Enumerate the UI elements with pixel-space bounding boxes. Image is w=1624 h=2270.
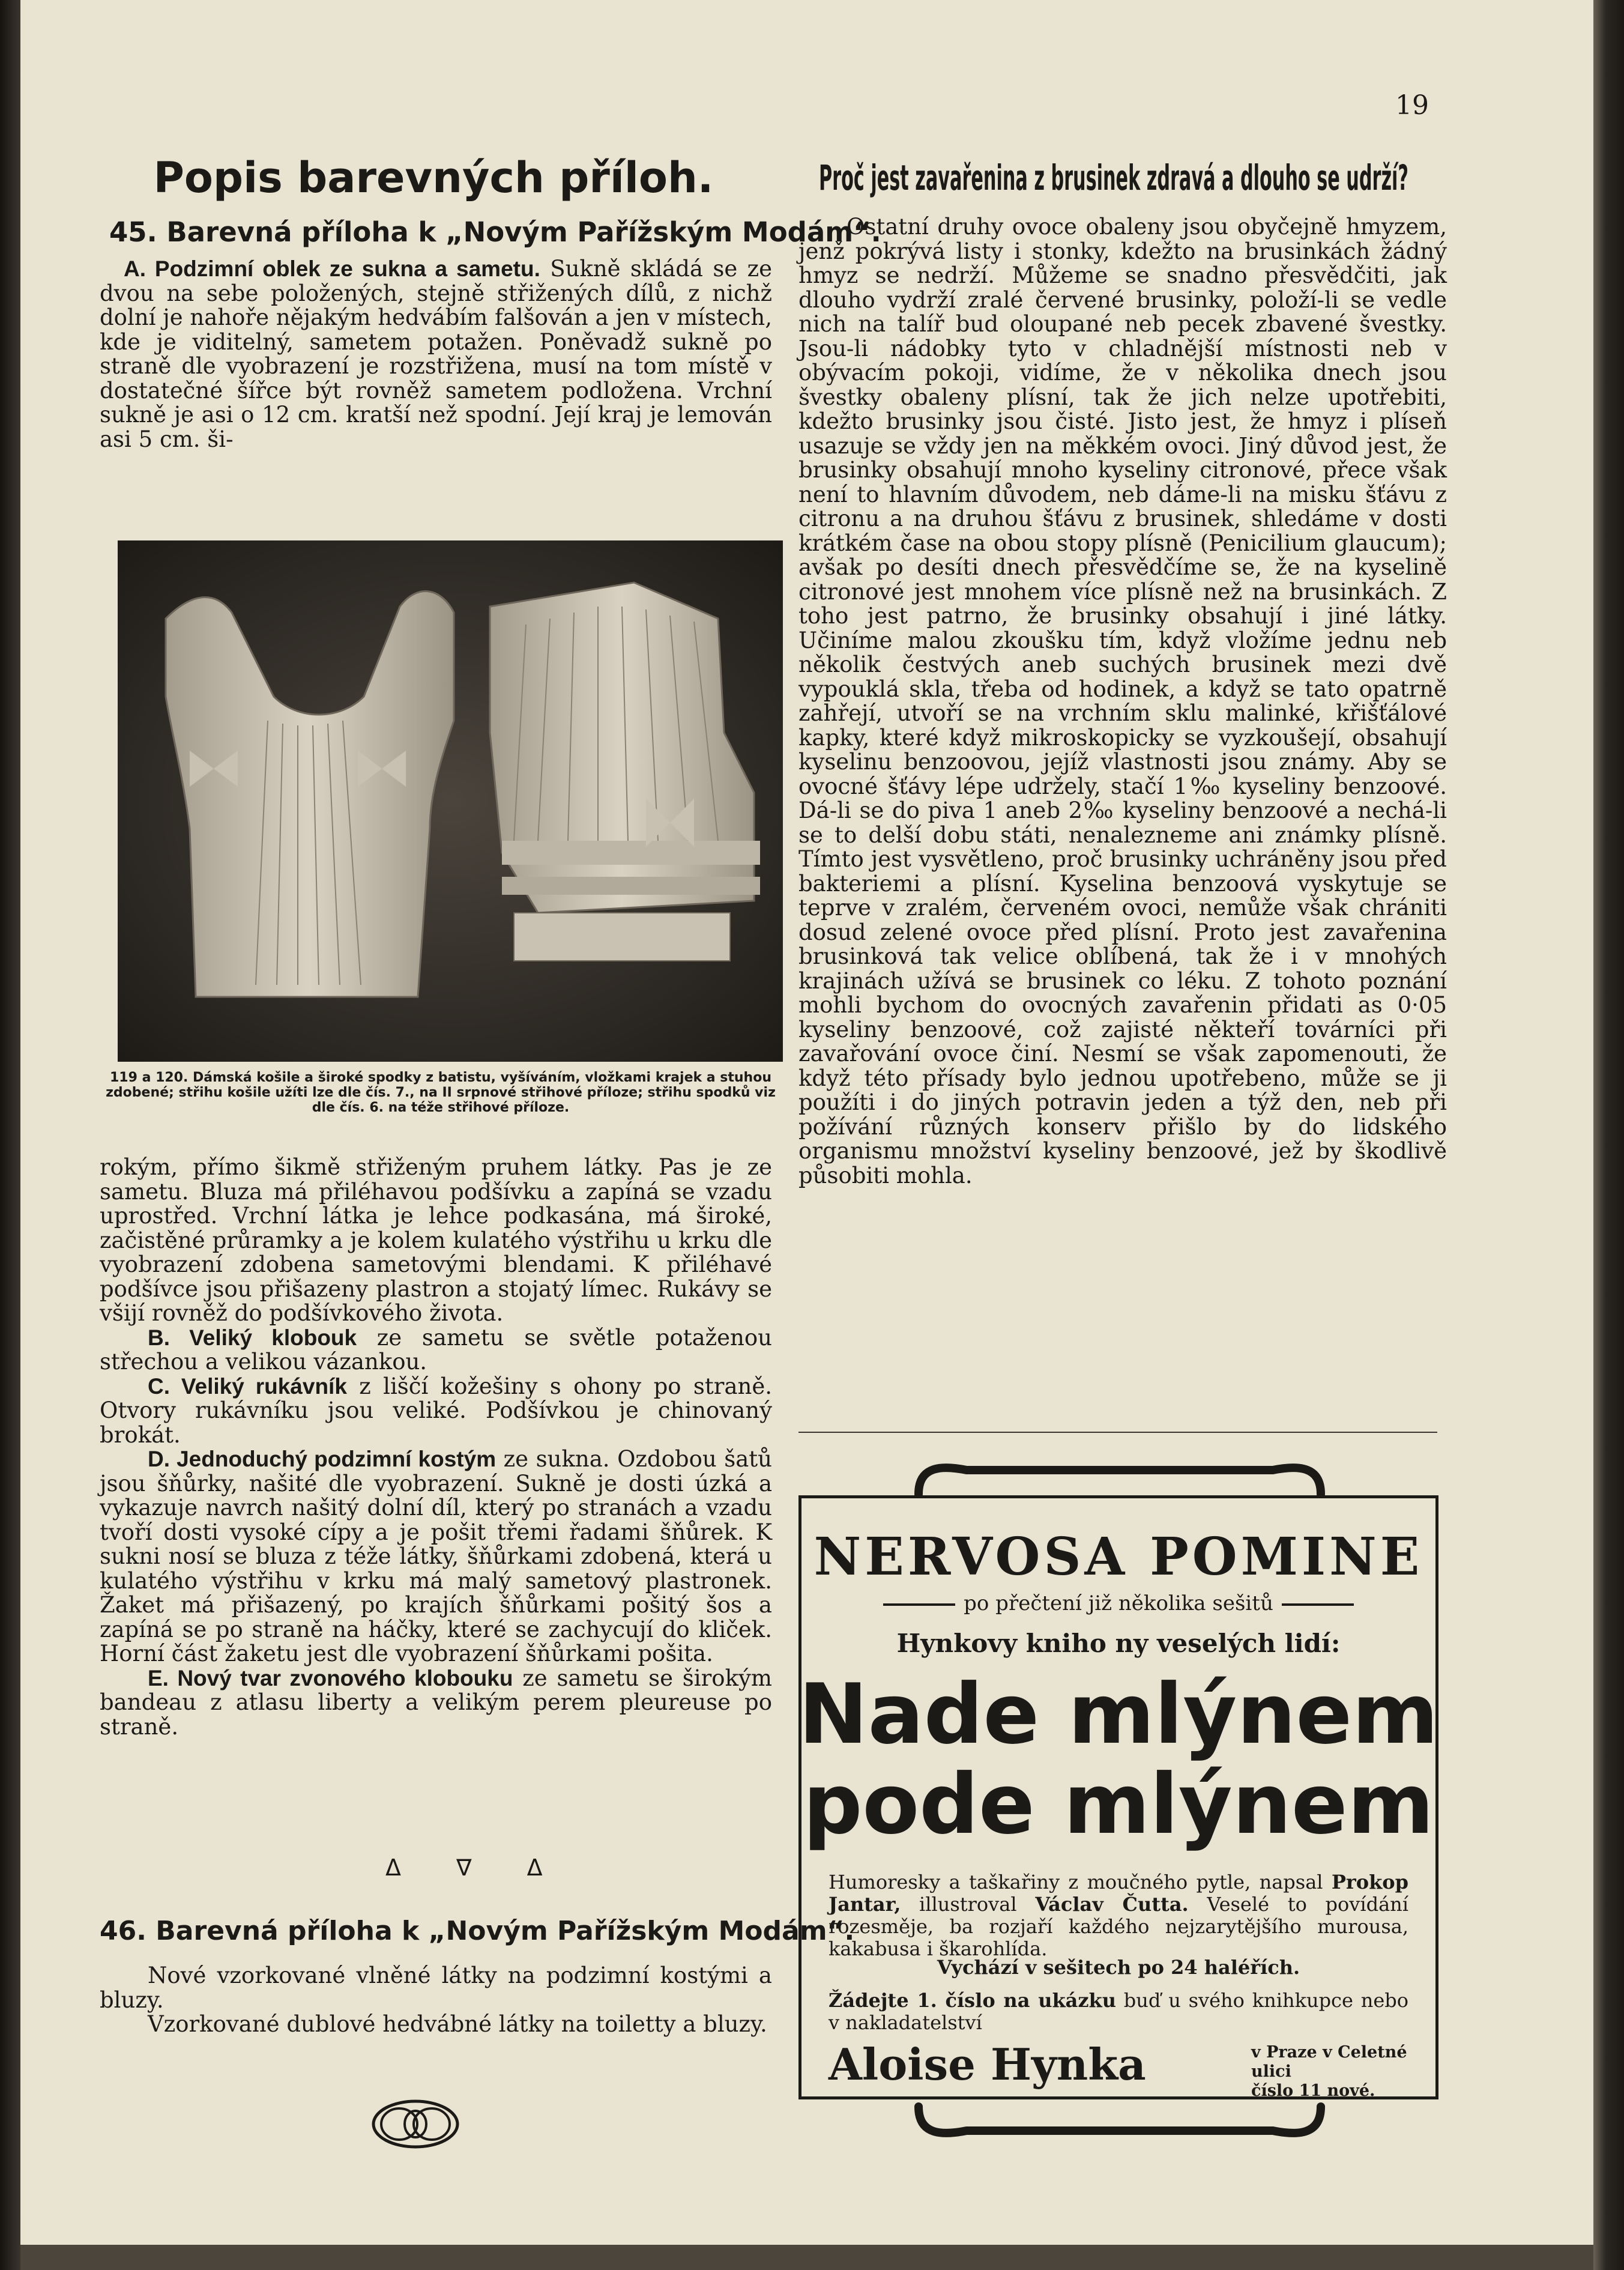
article-paragraph: Ostatní druhy ovoce obaleny jsou obyčejně hmyzem, jenž pokrývá listy i stonky, kdežto na brusinkách žádný hmyz se nedrží. Můžeme se snadno přesvědčiti, jak dlouho vydrží zralé červené brusinky, položí-li se vedle nich na talíř bud oloupané neb pecek zbavené švestky. Jsou-li nádobky tyto v chladnější místnosti neb v obývacím pokoji, vidíme, že v několika dnech jsou švestky obaleny plísní, tak že jich nelze upotřebiti, kdežto brusinky jsou čisté. Jisto jest, že hmyz i plíseň usazuje se vždy jen na měkkém ovoci. Jiný důvod jest, že brusinky obsahují mnoho kyseliny citronové, přece však není to hlavním důvodem, neb dáme-li na misku šťávu z citronu a na druhou šťávu z brusinek, shledáme v dosti krátkém čase na obou stopy plísně (Penicilium glaucum); avšak po desíti dnech přesvědčíme se, že na kyselině citronové jest mnohem více plísně než na brusinkách. Z toho jest patrno, že brusinky obsahují i jiné látky. Učiníme malou zkoušku tím, když vložíme jednu neb několik čestvých aneb suchých brusinek mezi dvě vypouklá skla, třeba od hodinek, a když se tato opatrně zahřejí, utvoří se na vrchním sklu malinké, křišťálové kapky, které když mikroskopicky se vyzkoušejí, obsahují kyselinu benzoovou, jejíž vlastnosti jsou známy. Aby se ovocné šťávy lépe udržely, stačí 1‰ kyseliny benzoové. Dá-li se do piva 1 aneb 2‰ kyseliny benzoové a nechá-li se to delší dobu státi, nenalezneme ani známky plísně. Tímto jest vysvětleno, proč brusinky uchráněny jsou před bakteriemi a plísní. Kyselina benzoová vyskytuje se teprve v zralém, červeném ovoci, nemůže však chrániti dosud zelené ovoce před plísní. Proto jest zavařenina brusinková tak velice oblíbená, tak že i v mnohých krajinách užívá se brusinek co léku. Z tohoto poznání mohli bychom do ovocných zavařenin přidati as 0·05 kyseliny benzoové, což zajisté někteří továrníci při zavařování ovoce činí. Nesmí se však zapomenouti, že když této přísady bylo jednou upotřebeno, může se ji použíti i do jiných potravin jeden a týž den, neb při požívání různých konserv přišlo by do lidského organismu množství kyseliny benzoové, jež by škodlivě působiti mohla. <box>798 214 1447 1188</box>
section-45-a-paragraph <box>100 257 772 452</box>
section-45-e-text: ze sametu se širokým bandeau z atlasu liberty a velikým perem pleureuse po straně. <box>100 1665 772 1740</box>
lingerie-illustration <box>118 540 783 1062</box>
ad-order-info <box>829 1990 1408 2034</box>
section-45-b-text: ze sametu se světle potaženou střechou a velikou vázankou. <box>100 1324 772 1375</box>
ad-publisher: Aloise Hynka <box>829 2039 1146 2090</box>
page-edge-right <box>1593 0 1624 2270</box>
ad-subheadline-text: po přečtení již několika sešitů <box>964 1591 1273 1615</box>
ad-illustrator: Václav Čutta. <box>1035 1893 1189 1916</box>
section-45-a-continued: rokým, přímo šikmě střiženým pruhem látky. Pas je ze sametu. Bluza má přiléhavou podšívku a zapíná se vzadu uprostřed. Vrchní látka je lehce podkasána, má široké, začistěné průramky a je kolem kulatého výstřihu u krku dle vyobrazení zdobena sametovými blendami. K přiléhavé podšívce jsou přišazeny plastron a stojatý límec. Rukávy se všijí rovněž do podšívkového života. <box>100 1154 772 1326</box>
section-45-e-paragraph <box>100 1666 772 1740</box>
section-45-c-paragraph <box>100 1375 772 1448</box>
ornament-icon <box>370 2097 460 2151</box>
advertisement <box>798 1447 1441 2156</box>
article-body <box>798 215 1447 1188</box>
section-46-paragraph-2: Vzorkované dublové hedvábné látky na toiletty a bluzy. <box>148 2011 767 2037</box>
ad-top-bracket-icon <box>798 1447 1441 1501</box>
lingerie-photo <box>118 540 783 1062</box>
book-binding <box>0 0 20 2270</box>
section-45-d-label: D. Jednoduchý podzimní kostým <box>148 1447 497 1471</box>
ad-address-line-2: číslo 11 nové. <box>1251 2081 1375 2100</box>
ad-desc-part-a: Humoresky a taškařiny z moučného pytle, napsal <box>829 1871 1332 1893</box>
main-title: Popis barevných příloh. <box>153 153 714 202</box>
section-45-c-text: z liščí kožešiny s ohony po straně. Otvory rukávníku jsou veliké. Podšívkou je chinovaný brokát. <box>100 1373 772 1448</box>
section-45-d-text: ze sukna. Ozdobou šatů jsou šňůrky, našité dle vyobrazení. Sukně je dosti úzká a vykazuje navrch našitý dolní díl, který po stranách a vzadu tvoří dosti vysoké cípy a je pošit třemi řadami šňůrek. K sukni nosí se bluza z téže látky, šňůrkami zdobená, která u kulatého výstřihu v krku má malý sametový plastronek. Žaket má přišazený, po krajích šňůrkami pošitý šos a zapíná se po straně na háčky, které se zachycují do kliček. Horní část žaketu jest dle vyobrazení šňůrkami pošita. <box>100 1446 772 1666</box>
section-46-body <box>100 1964 772 2037</box>
ad-book-title-line-2: pode mlýnem <box>803 1756 1434 1853</box>
ad-series-title: Hynkovy kniho ny veselých lidí: <box>896 1629 1341 1658</box>
section-45-a-label: A. Podzimní oblek ze sukna a sametu. <box>124 256 540 281</box>
ad-description <box>829 1871 1408 1960</box>
section-45-b-label: B. Veliký klobouk <box>148 1325 357 1350</box>
ad-order-bold: Žádejte 1. číslo na ukázku <box>829 1989 1116 2012</box>
ad-author: Prokop Jantar, <box>829 1871 1408 1916</box>
section-45-e-label: E. Nový tvar zvonového klobouku <box>148 1665 513 1690</box>
left-column-body <box>100 1155 772 1739</box>
section-45-d-paragraph <box>100 1447 772 1666</box>
section-45-c-label: C. Veliký rukávník <box>148 1373 347 1399</box>
section-45-title: 45. Barevná příloha k „Novým Pařížským Modám“. <box>109 216 881 248</box>
ad-book-title-line-1: Nade mlýnem <box>798 1666 1438 1763</box>
photo-caption: 119 a 120. Dámská košile a široké spodky z batistu, vyšíváním, vložkami krajek a stuhou zdobené; střihu košile užíti lze dle čís. 7., na II srpnové střihové příloze; střihu spodků viz dle čís. 6. na téže střihové příloze. <box>106 1070 776 1115</box>
ad-address-line-1: v Praze v Celetné ulici <box>1251 2043 1407 2081</box>
ad-subheadline <box>798 1591 1438 1615</box>
page-number: 19 <box>1395 90 1429 121</box>
section-46-paragraph-1: Nové vzorkované vlněné látky na podzimní kostými a bluzy. <box>100 1963 772 2013</box>
ad-desc-part-e: Veselé to povídání rozesměje, ba rozjaří každého nejzarytějšího murousa, kakabusa i škarohlída. <box>829 1893 1409 1960</box>
section-46-title: 46. Barevná příloha k „Novým Pařížským Modám“. <box>100 1916 855 1946</box>
ad-issue-info: Vychází v sešitech po 24 haléřích. <box>937 1956 1300 1979</box>
ad-order-text: buď u svého knihkupce nebo v nakladatelství <box>829 1989 1409 2034</box>
column-divider <box>798 1432 1437 1433</box>
article-title: Proč jest zavařenina z brusinek zdravá a dlouho se udrží? <box>819 157 1408 198</box>
ad-address <box>1251 2043 1441 2101</box>
ad-headline: NERVOSA POMINE <box>814 1527 1423 1587</box>
ad-bottom-bracket-icon <box>798 2099 1441 2153</box>
ad-desc-part-c: illustroval <box>901 1893 1036 1916</box>
section-45-b-paragraph <box>100 1326 772 1375</box>
page-edge-bottom <box>20 2245 1593 2270</box>
magazine-page <box>20 0 1593 2245</box>
section-45-a-text: Sukně skládá se ze dvou na sebe položených, stejně střižených dílů, z nichž dolní je nahoře nějakým hedvábím falšován a jen v místech, kde je viditelný, sametem potažen. Poněvadž sukně po straně dle vyobrazení je rozstřižena, musí na tom místě v dostatečné šířce být rovněž sametem podložena. Vrchní sukně je asi o 12 cm. kratší než spodní. Její kraj je lemován asi 5 cm. ši- <box>100 256 772 452</box>
section-divider-triangles: Δ ∇ Δ <box>385 1854 567 1881</box>
